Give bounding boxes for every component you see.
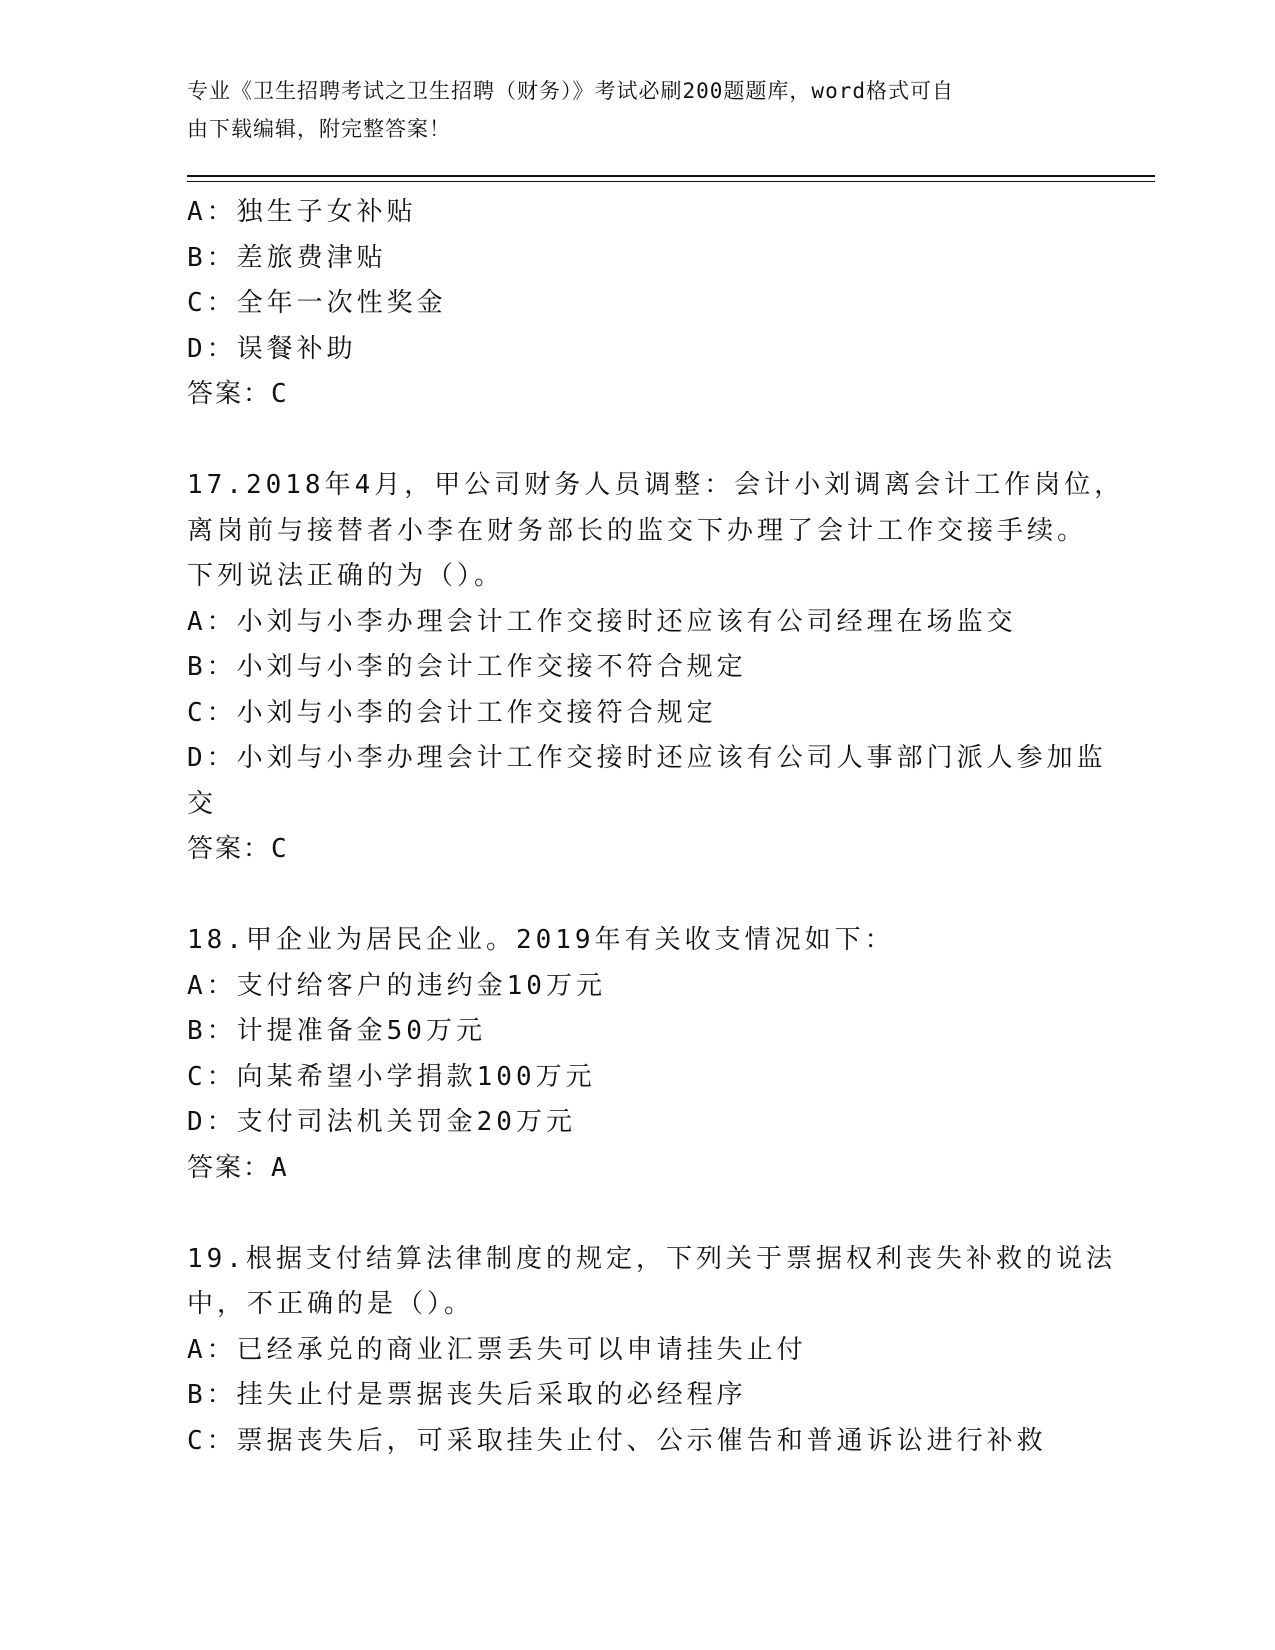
option-d: D：支付司法机关罚金20万元	[187, 1107, 576, 1137]
option-a: A：支付给客户的违约金10万元	[187, 970, 606, 1001]
question-stem: 离岗前与接替者小李在财务部长的监交下办理了会计工作交接手续。	[187, 515, 1088, 546]
option-b: B：计提准备金50万元	[187, 1016, 486, 1046]
option-a: A：已经承兑的商业汇票丢失可以申请挂失止付	[187, 1334, 807, 1365]
option-b: B：挂失止付是票据丧失后采取的必经程序	[187, 1380, 747, 1410]
option-d-continued: 交	[187, 788, 218, 819]
header-divider-thin	[187, 181, 1155, 182]
question-stem: 19.根据支付结算法律制度的规定，下列关于票据权利丧失补救的说法	[187, 1243, 1116, 1274]
header-line-1: 专业《卫生招聘考试之卫生招聘（财务）》考试必刷200题题库，word格式可自	[187, 79, 954, 103]
question-18	[187, 918, 1087, 1191]
option-c: C：票据丧失后，可采取挂失止付、公示催告和普通诉讼进行补救	[187, 1425, 1047, 1456]
spacer	[187, 1191, 1087, 1237]
answer: 答案：C	[187, 379, 289, 409]
document-header	[187, 72, 1067, 148]
question-stem: 17.2018年4月，甲公司财务人员调整：会计小刘调离会计工作岗位，	[187, 470, 1125, 500]
header-divider-thick	[187, 175, 1155, 177]
question-19	[187, 1237, 1116, 1465]
option-c: C：小刘与小李的会计工作交接符合规定	[187, 697, 717, 728]
answer: 答案：C	[187, 834, 289, 864]
document-body	[187, 190, 1125, 1464]
answer: 答案：A	[187, 1152, 289, 1183]
option-c: C：向某希望小学捐款100万元	[187, 1061, 596, 1092]
option-b: B：小刘与小李的会计工作交接不符合规定	[187, 652, 747, 682]
question-17	[187, 463, 1125, 873]
question-stem: 18.甲企业为居民企业。2019年有关收支情况如下：	[187, 925, 895, 955]
question-stem: 下列说法正确的为（）。	[187, 561, 505, 591]
option-d: D：小刘与小李办理会计工作交接时还应该有公司人事部门派人参加监	[187, 743, 1107, 773]
spacer	[187, 873, 1087, 919]
header-line-2: 由下载编辑，附完整答案！	[187, 117, 451, 141]
spacer	[187, 418, 1087, 464]
option-a: A：小刘与小李办理会计工作交接时还应该有公司经理在场监交	[187, 606, 1017, 637]
question-16	[187, 190, 1087, 418]
question-stem: 中，不正确的是（）。	[187, 1289, 475, 1319]
option-d: D：误餐补助	[187, 333, 357, 364]
option-a: A：独生子女补贴	[187, 197, 417, 227]
option-c: C：全年一次性奖金	[187, 288, 447, 318]
option-b: B：差旅费津贴	[187, 242, 387, 273]
